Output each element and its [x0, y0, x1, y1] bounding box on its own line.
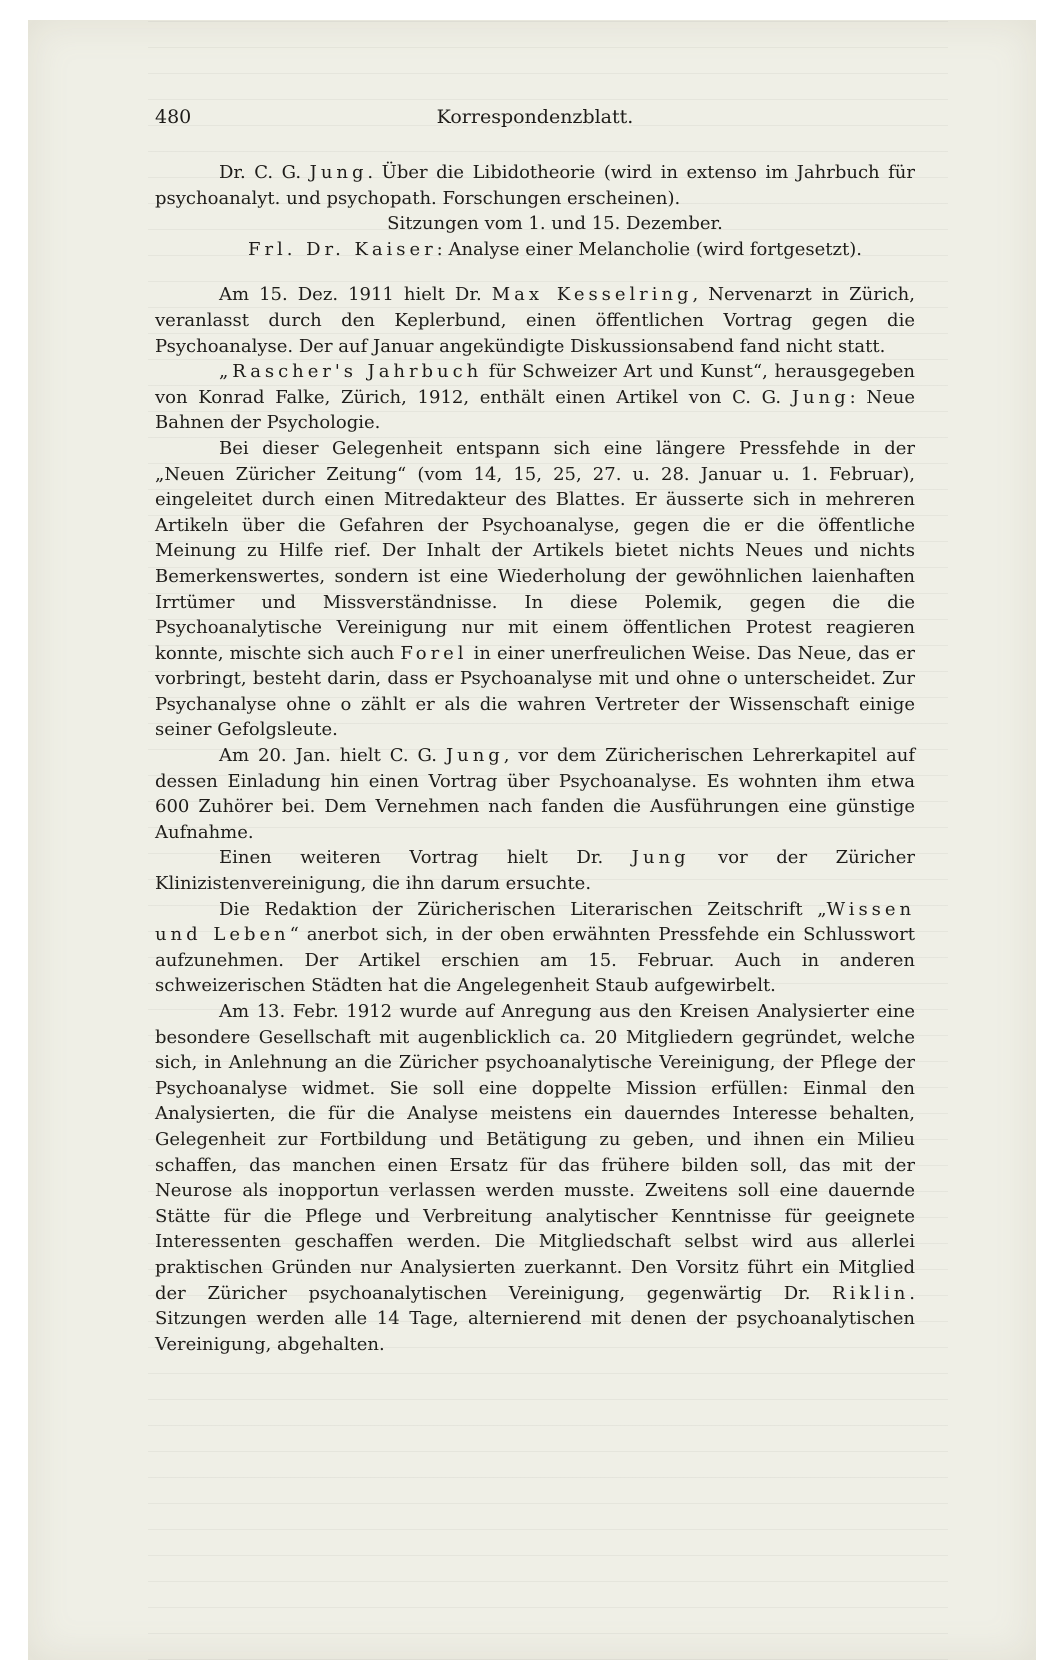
page-header — [155, 106, 915, 136]
text-run: . Über die Libidotheorie (wird in extenso im Jahrbuch für psychoanalyt. und psychopath. Forschungen erscheinen). — [155, 162, 915, 209]
spaced-name: Jung — [309, 162, 368, 183]
text-run: Am 15. Dez. 1911 hielt Dr. — [219, 284, 492, 306]
spaced-name: Wissen und Leben — [155, 898, 915, 946]
text-run: Die Redaktion der Züricherischen Literarischen Zeitschrift „ — [219, 898, 827, 920]
text-run: in einer unerfreulichen Weise. Das Neue, das er vorbringt, besteht darin, dass er Psychoanalyse mit und ohne o unterscheidet. Zur Psychanalyse ohne o zählt er als die wahren Vertreter der Wissenschaft einige seiner Gefolgsleute. — [155, 642, 915, 741]
page-number: 480 — [155, 106, 192, 128]
spaced-name: Jung — [445, 745, 504, 767]
text-run: Dr. C. G. — [219, 162, 310, 183]
text-run: Bei dieser Gelegenheit entspann sich eine längere Pressfehde in der „Neuen Züricher Zeitung“ (vom 14, 15, 25, 27. u. 28. Januar u. 1. Februar), eingeleitet durch einen Mitredakteur des Blattes. Er äusserte sich in mehreren Artikeln über die Gefahren der Psychoanalyse, gegen die er die öffentliche Meinung zu Hilfe rief. Der Inhalt der Artikels bietet nichts Neues und nichts Bemerkenswertes, sondern ist eine Wiederholung der gewöhnlichen laienhaften Irrtümer und Missverständnisse. In diese Polemik, gegen die die Psychoanalytische Vereinigung nur mit einem öffentlichen Protest reagieren konnte, mischte sich auch — [155, 437, 915, 664]
text-run: Am 13. Febr. 1912 wurde auf Anregung aus den Kreisen Analysierter eine besondere Gesellschaft mit augenblicklich ca. 20 Mitgliedern gegründet, welche sich, in Anlehnung an die Züricher psychoanalytische Vereinigung, der Pflege der Psychoanalyse widmet. Sie soll eine doppelte Mission erfüllen: Einmal den Analysierten, die für die Analyse meistens ein dauerndes Interesse behalten, Gelegenheit zur Fortbildung und Betätigung zu geben, und ihnen ein Milieu schaffen, das manchen einen Ersatz für das frühere bilden soll, das mit der Neurose als inopportun verlassen werden musste. Zweitens soll eine dauernde Stätte für die Pflege und Verbreitung analytischer Kenntnisse für geeignete Interessenten geschaffen werden. Die Mitgliedschaft selbst wird aus allerlei praktischen Gründen nur Analysierten zuerkannt. Den Vorsitz führt ein Mitglied der Züricher psychoanalytischen Vereinigung, gegenwärtig Dr. — [155, 1001, 915, 1304]
paragraph — [155, 999, 915, 1357]
text-run: , vor dem Züricherischen Lehrerkapitel auf dessen Einladung hin einen Vortrag über Psychoanalyse. Es wohnten ihm etwa 600 Zuhörer bei. Dem Vernehmen nach fanden die Ausführungen eine günstige Aufnahme. — [155, 745, 915, 843]
paragraph — [155, 845, 915, 896]
spaced-name: Jung — [631, 847, 690, 869]
text-run: “ anerbot sich, in der oben erwähnten Pressfehde ein Schlusswort aufzunehmen. Der Artikel erschien am 15. Februar. Auch in anderen schweizerischen Städten hat die Angelegenheit Staub aufgewirbelt. — [155, 924, 915, 997]
text-run: Sitzungen vom 1. und 15. Dezember. — [387, 213, 723, 235]
spaced-name: Frl. Dr. Kaiser — [248, 238, 437, 260]
paragraph — [155, 160, 915, 211]
text-run: : Neue Bahnen der Psychologie. — [155, 386, 916, 434]
text-run: : Analyse einer Melancholie (wird fortgesetzt). — [436, 238, 862, 260]
paragraph — [155, 237, 915, 263]
paragraph — [155, 897, 915, 999]
paragraph — [155, 436, 915, 743]
paragraph — [155, 282, 915, 359]
running-title: Korrespondenzblatt. — [436, 106, 634, 128]
paragraph — [155, 359, 915, 436]
spaced-name: Forel — [400, 642, 468, 664]
spaced-name: Riklin — [832, 1282, 910, 1304]
body-text — [155, 160, 915, 1357]
text-run: , Nervenarzt in Zürich, veranlasst durch den Keplerbund, einen öffentlichen Vortrag gegen die Psychoanalyse. Der auf Januar angekündigte Diskussionsabend fand nicht statt. — [155, 284, 915, 357]
text-run: für Schweizer Art und Kunst“, herausgegeben von Konrad Falke, Zürich, 1912, enthält einen Artikel von C. G. — [155, 361, 915, 408]
text-run: . Sitzungen werden alle 14 Tage, alternierend mit denen der psychoanalytischen Vereinigung, abgehalten. — [155, 1282, 915, 1355]
text-run: Einen weiteren Vortrag hielt Dr. — [219, 847, 632, 869]
text-run: vor der Züricher Klinizistenvereinigung, die ihn darum ersuchte. — [155, 847, 916, 895]
text-run: Am 20. Jan. hielt C. G. — [219, 745, 446, 767]
paragraph — [155, 211, 915, 237]
spaced-name: Max Kesselring — [491, 284, 693, 306]
spaced-name: Jung — [791, 386, 850, 408]
spaced-name: „Rascher's Jahrbuch — [219, 361, 483, 383]
paragraph — [155, 743, 915, 845]
